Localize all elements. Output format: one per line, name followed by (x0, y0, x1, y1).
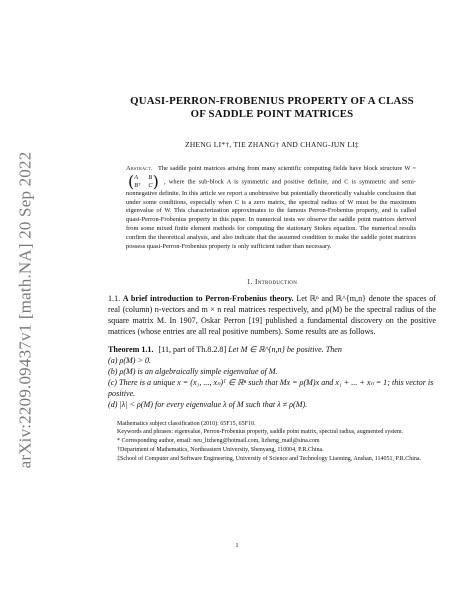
section-heading (108, 278, 436, 286)
subsection-title: A brief introduction to Perron-Frobenius theory. (122, 293, 294, 303)
footnote-affiliation-2: ‡School of Computer and Software Engineering, University of Science and Technology Liaoning, Anshan, 114051, P.R.China. (117, 456, 422, 463)
matrix-right-paren: ) (152, 171, 159, 191)
authors: ZHENG LI*†, TIE ZHANG† AND CHANG-JUN LI‡ (185, 139, 359, 149)
theorem-statement: Let M ∈ ℝ^{n,n} be positive. Then (228, 344, 342, 354)
footnote-corresponding-author: * Corresponding author, email: neu_lizheng@hotmail.com, lizheng_mail@sina.com (117, 438, 320, 445)
abstract (126, 165, 416, 252)
footnotes (108, 421, 436, 465)
abstract-text-before-matrix: The saddle point matrices arising from many scientific computing fields have block structure W = (157, 164, 416, 172)
theorem-item-d: (d) |λ| < ρ(M) for every eigenvalue λ of M such that λ ≠ ρ(M). (108, 400, 308, 410)
abstract-heading: Abstract. (126, 164, 153, 172)
section-title: Introduction (255, 277, 298, 286)
title-line-1: QUASI-PERRON-FROBENIUS PROPERTY OF A CLASS (130, 95, 414, 107)
theorem-label: Theorem 1.1. (108, 344, 154, 354)
matrix-cell-a21: Bᵀ (134, 181, 141, 189)
matrix-cell-a12: B (148, 174, 153, 182)
intro-text: Let ℝⁿ and ℝ^{m,n} denote the spaces of real (column) n-vectors and m × n real matrices respectively, and ρ(M) be the spectral radius of the square matrix M. In 1907, Oskar Perron [19] published a fundamental discovery on the positive matrices (whose entries are all real positive numbers). Some results are as follows. (108, 293, 436, 336)
matrix-cells (134, 174, 152, 189)
theorem-1-1 (108, 344, 436, 411)
block-matrix (128, 171, 159, 191)
theorem-item-a: (a) ρ(M) > 0. (108, 355, 152, 365)
subsection-label: 1.1. (108, 293, 121, 303)
theorem-citation: [11, part of Th.8.2.8] (158, 344, 227, 354)
matrix-left-paren: ( (128, 171, 135, 191)
page-number: 1 (235, 542, 239, 549)
matrix-cell-a11: A (134, 174, 139, 182)
abstract-text-after-matrix: , where the sub-block A is symmetric and positive definite, and C is symmetric and semi-nonnegative definite. In this article we report a unobtrusive but potentially theoretically valuable conclusion that under some conditions, especially when C is a zero matrix, the spectral radius of W must be the maximum eigenvalue of W. This characterization approximates to the famous Perron-Frobenius property, and is called quasi-Perron-Frobenius property in this paper. In numerical tests we observe the saddle point matrices derived from some mixed finite element methods for computing the stationary Stokes equation. The numerical results confirm the theoretical analysis, and also indicate that the assumed condition to make the saddle point matrices possess quasi-Perron-Frobenius property is only sufficient rather than necessary. (126, 178, 416, 250)
arxiv-identifier: arXiv:2209.09437v1 [math.NA] 20 Sep 2022 (15, 151, 34, 469)
footnote-affiliation-1: †Department of Mathematics, Northeastern University, Shenyang, 110004, P.R.China. (117, 447, 324, 454)
footnote-keywords: Keywords and phrases: eigenvalue, Perron-Frobenius property, saddle point matrix, spectral radius, augmented system. (117, 429, 404, 436)
section-number: 1. (246, 277, 253, 286)
footnote-msc: Mathematics subject classification (2010): 65F15, 65F10. (117, 420, 256, 427)
intro-paragraph (108, 293, 436, 337)
paper-page (108, 95, 436, 465)
arxiv-stamp (8, 120, 42, 500)
title-line-2: OF SADDLE POINT MATRICES (190, 108, 354, 121)
theorem-items (108, 355, 436, 411)
paper-title (108, 95, 436, 122)
theorem-item-c: (c) There is a unique x = (x₁, ..., xₙ)ᵀ ∈ ℝⁿ such that Mx = ρ(M)x and x₁ + ... + xₙ = 1; this vector is positive. (108, 378, 434, 399)
theorem-item-b: (b) ρ(M) is an algebraically simple eigenvalue of M. (108, 366, 278, 376)
matrix-cell-a22: C (148, 181, 153, 189)
